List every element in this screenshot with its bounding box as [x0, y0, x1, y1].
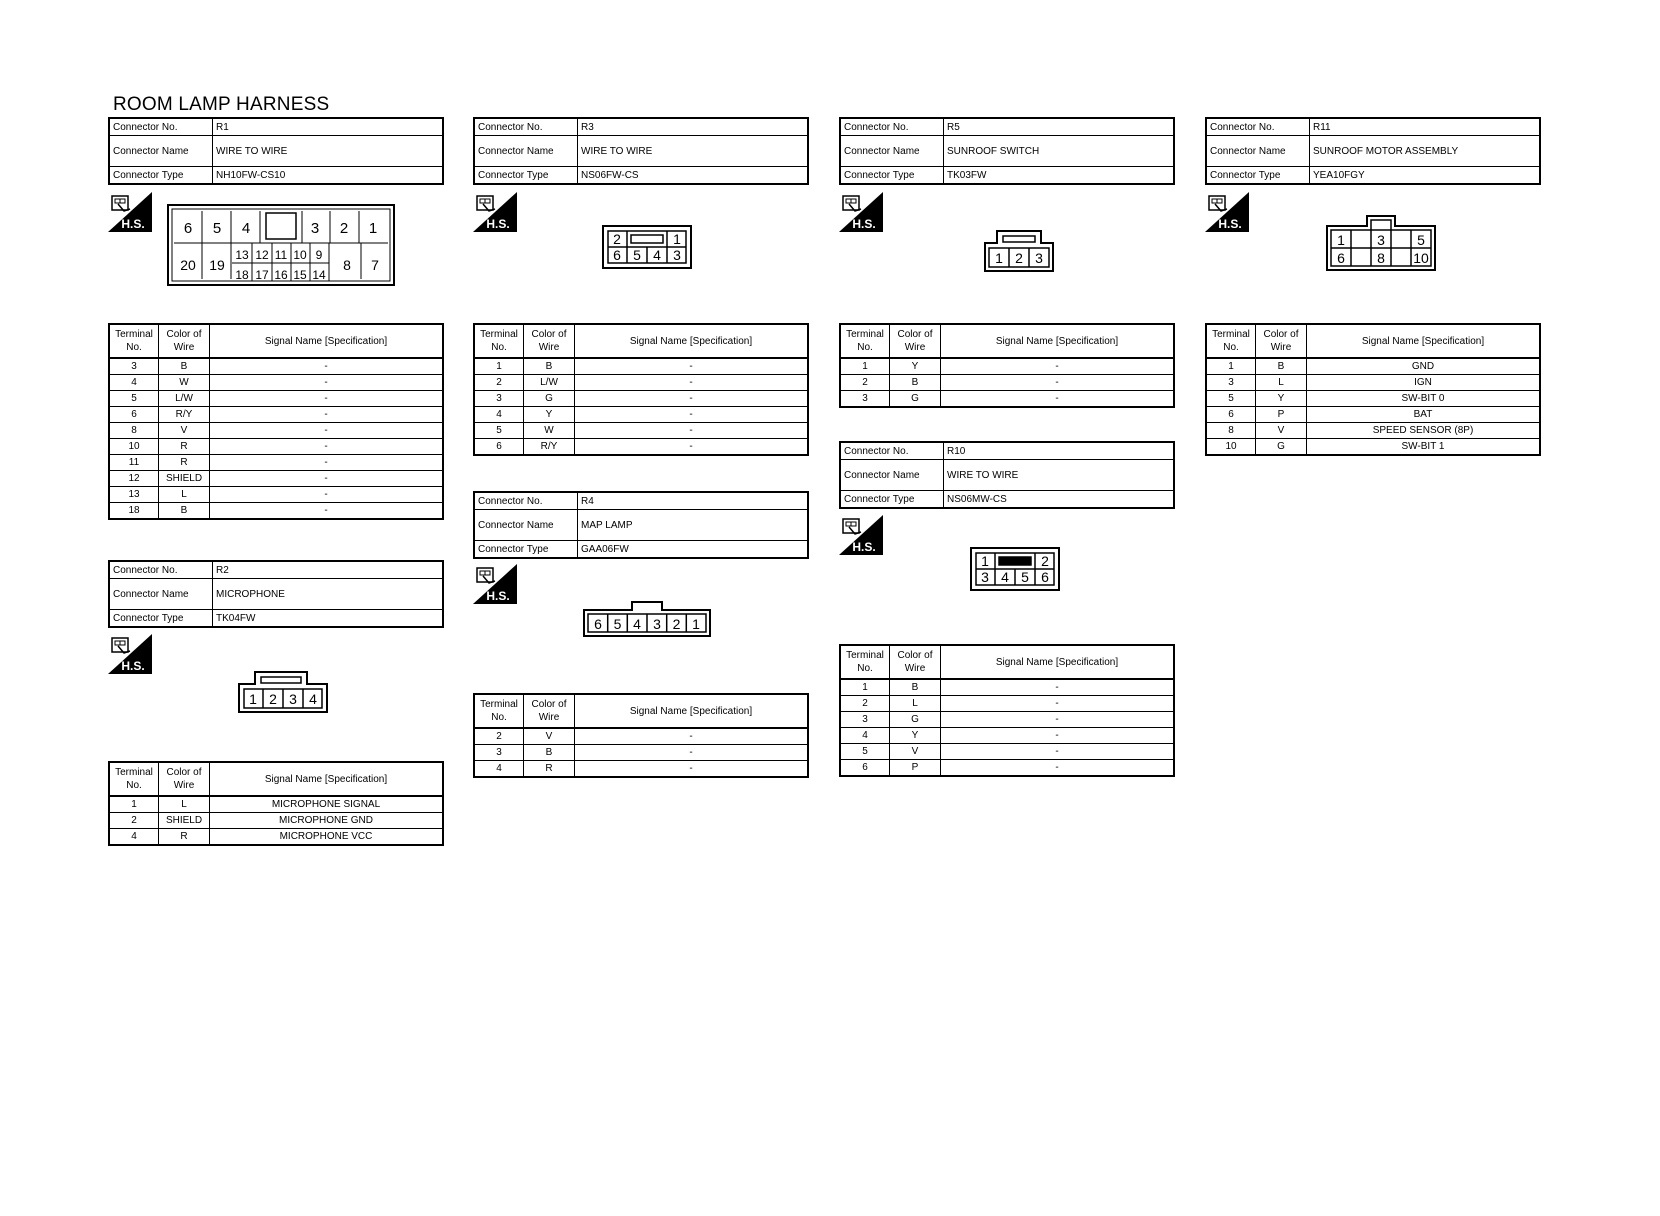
table-row [840, 760, 1174, 777]
pin-label: 12 [255, 248, 269, 262]
terminal-no-header: Terminal No. [474, 324, 524, 358]
terminal-no-cell: 3 [474, 391, 524, 407]
terminal-no-cell: 4 [109, 829, 159, 846]
connector-type-value: GAA06FW [578, 541, 809, 559]
table-row [109, 407, 443, 423]
connector-name-value: WIRE TO WIRE [213, 136, 444, 167]
terminal-no-cell: 1 [1206, 358, 1256, 375]
connector-face-r4 [582, 600, 712, 638]
pin-label: 5 [633, 247, 641, 263]
signal-name-cell: IGN [1307, 375, 1541, 391]
table-row [840, 375, 1174, 391]
signal-name-cell: - [210, 358, 444, 375]
pin-label: 2 [1015, 250, 1023, 266]
pin-label: 4 [241, 220, 251, 237]
pin-label: 1 [249, 691, 257, 707]
connector-name-value: WIRE TO WIRE [578, 136, 809, 167]
table-row [1206, 375, 1540, 391]
table-row [474, 423, 808, 439]
pin-label: 5 [613, 616, 622, 632]
terminal-table-r3 [473, 323, 809, 456]
terminal-no-cell: 1 [840, 679, 890, 696]
pin-label: 15 [293, 268, 307, 282]
wire-color-cell: R [159, 455, 210, 471]
table-row [109, 813, 443, 829]
connector-face-r5 [983, 229, 1055, 273]
connector-header-r3 [473, 117, 809, 185]
terminal-no-cell: 3 [109, 358, 159, 375]
signal-name-cell: SW-BIT 0 [1307, 391, 1541, 407]
table-row [109, 796, 443, 813]
table-row [474, 358, 808, 375]
pin-label: 6 [1041, 569, 1049, 585]
pin-label: 2 [339, 220, 349, 237]
terminal-no-cell: 8 [1206, 423, 1256, 439]
harness-side-icon [473, 564, 517, 604]
signal-name-header: Signal Name [Specification] [575, 324, 809, 358]
connector-no-label: Connector No. [1206, 118, 1310, 136]
pin-label: 14 [312, 268, 326, 282]
connector-no-value: R5 [944, 118, 1175, 136]
terminal-no-cell: 4 [474, 761, 524, 778]
signal-name-cell: - [210, 471, 444, 487]
table-row [109, 471, 443, 487]
terminal-table-r11 [1205, 323, 1541, 456]
terminal-no-cell: 3 [840, 712, 890, 728]
terminal-no-cell: 2 [840, 696, 890, 712]
terminal-no-cell: 2 [474, 728, 524, 745]
pin-label: 3 [673, 247, 681, 263]
pin-label: 3 [653, 616, 661, 632]
color-of-wire-header: Color of Wire [890, 324, 941, 358]
color-of-wire-header: Color of Wire [159, 324, 210, 358]
signal-name-cell: - [210, 375, 444, 391]
pin-label: 4 [633, 616, 641, 632]
table-row [1206, 358, 1540, 375]
signal-name-cell: BAT [1307, 407, 1541, 423]
connector-no-label: Connector No. [109, 118, 213, 136]
wire-color-cell: W [524, 423, 575, 439]
connector-no-value: R11 [1310, 118, 1541, 136]
harness-side-icon [108, 192, 152, 232]
pin-label: 4 [653, 247, 661, 263]
connector-type-label: Connector Type [840, 491, 944, 509]
signal-name-cell: - [210, 455, 444, 471]
signal-name-cell: - [941, 744, 1175, 760]
signal-name-cell: - [941, 375, 1175, 391]
terminal-no-header: Terminal No. [474, 694, 524, 728]
connector-header-r10 [839, 441, 1175, 509]
table-row [840, 728, 1174, 744]
signal-name-cell: - [210, 503, 444, 520]
signal-name-cell: - [575, 407, 809, 423]
table-row [474, 391, 808, 407]
signal-name-cell: SPEED SENSOR (8P) [1307, 423, 1541, 439]
terminal-no-cell: 5 [1206, 391, 1256, 407]
terminal-no-header: Terminal No. [840, 324, 890, 358]
signal-name-header: Signal Name [Specification] [210, 762, 444, 796]
connector-no-label: Connector No. [474, 118, 578, 136]
table-row [1206, 391, 1540, 407]
signal-name-cell: - [575, 423, 809, 439]
color-of-wire-header: Color of Wire [524, 694, 575, 728]
harness-side-icon [1205, 192, 1249, 232]
table-row [840, 712, 1174, 728]
pin-label: 11 [274, 248, 288, 262]
terminal-no-cell: 5 [840, 744, 890, 760]
connector-face-r11 [1325, 214, 1437, 272]
pin-label: 5 [212, 220, 222, 237]
wire-color-cell: R [159, 829, 210, 846]
wire-color-cell: G [890, 391, 941, 408]
harness-side-icon [473, 192, 517, 232]
table-row [109, 439, 443, 455]
wire-color-cell: B [890, 375, 941, 391]
terminal-no-header: Terminal No. [1206, 324, 1256, 358]
table-row [474, 375, 808, 391]
table-row [840, 679, 1174, 696]
wire-color-cell: B [524, 745, 575, 761]
pin-label: 1 [995, 250, 1003, 266]
pin-label: 2 [1041, 553, 1049, 569]
wire-color-cell: V [890, 744, 941, 760]
signal-name-header: Signal Name [Specification] [941, 324, 1175, 358]
terminal-no-cell: 2 [109, 813, 159, 829]
pin-label: 6 [183, 220, 193, 237]
wire-color-cell: W [159, 375, 210, 391]
pin-label: 1 [673, 231, 681, 247]
terminal-no-cell: 3 [1206, 375, 1256, 391]
connector-header-r5 [839, 117, 1175, 185]
terminal-table-r1 [108, 323, 444, 520]
terminal-no-cell: 10 [1206, 439, 1256, 456]
pin-label: 3 [1035, 250, 1043, 266]
table-row [474, 761, 808, 778]
table-row [109, 455, 443, 471]
signal-name-cell: MICROPHONE SIGNAL [210, 796, 444, 813]
terminal-no-cell: 3 [474, 745, 524, 761]
pin-label: 2 [613, 231, 621, 247]
connector-type-value: YEA10FGY [1310, 167, 1541, 185]
terminal-no-cell: 3 [840, 391, 890, 408]
table-row [840, 358, 1174, 375]
pin-label: 10 [1413, 250, 1429, 266]
connector-face-r10 [969, 546, 1061, 592]
table-row [474, 407, 808, 423]
pin-label: 2 [269, 691, 277, 707]
signal-name-cell: - [210, 423, 444, 439]
wire-color-cell: L [159, 487, 210, 503]
pin-label: 1 [981, 553, 989, 569]
terminal-no-cell: 10 [109, 439, 159, 455]
wire-color-cell: B [524, 358, 575, 375]
terminal-no-cell: 12 [109, 471, 159, 487]
terminal-no-cell: 5 [109, 391, 159, 407]
signal-name-header: Signal Name [Specification] [1307, 324, 1541, 358]
signal-name-cell: GND [1307, 358, 1541, 375]
terminal-no-cell: 6 [840, 760, 890, 777]
terminal-table-r4 [473, 693, 809, 778]
connector-name-value: SUNROOF SWITCH [944, 136, 1175, 167]
connector-name-value: WIRE TO WIRE [944, 460, 1175, 491]
table-row [474, 728, 808, 745]
wire-color-cell: G [1256, 439, 1307, 456]
pin-label: 5 [1021, 569, 1029, 585]
signal-name-header: Signal Name [Specification] [575, 694, 809, 728]
pin-label: 1 [368, 220, 378, 237]
connector-name-label: Connector Name [474, 510, 578, 541]
connector-no-label: Connector No. [840, 442, 944, 460]
table-row [474, 745, 808, 761]
terminal-no-cell: 4 [474, 407, 524, 423]
signal-name-header: Signal Name [Specification] [210, 324, 444, 358]
table-row [840, 696, 1174, 712]
harness-side-icon [839, 515, 883, 555]
terminal-no-cell: 18 [109, 503, 159, 520]
harness-side-icon [839, 192, 883, 232]
terminal-no-cell: 11 [109, 455, 159, 471]
wire-color-cell: V [159, 423, 210, 439]
signal-name-cell: - [575, 745, 809, 761]
pin-label: 8 [343, 257, 351, 273]
connector-no-value: R2 [213, 561, 444, 579]
wire-color-cell: L [1256, 375, 1307, 391]
signal-name-cell: - [575, 439, 809, 456]
pin-label: 1 [692, 616, 700, 632]
signal-name-cell: - [575, 761, 809, 778]
pin-label: 13 [235, 248, 249, 262]
connector-header-r1 [108, 117, 444, 185]
table-row [840, 391, 1174, 408]
connector-no-label: Connector No. [109, 561, 213, 579]
wire-color-cell: R [524, 761, 575, 778]
wire-color-cell: R/Y [524, 439, 575, 456]
connector-type-value: TK04FW [213, 610, 444, 628]
connector-name-label: Connector Name [840, 136, 944, 167]
signal-name-cell: - [941, 679, 1175, 696]
connector-type-value: NS06FW-CS [578, 167, 809, 185]
connector-no-value: R1 [213, 118, 444, 136]
wire-color-cell: G [890, 712, 941, 728]
pin-label: 17 [255, 268, 269, 282]
connector-no-value: R4 [578, 492, 809, 510]
terminal-no-header: Terminal No. [840, 645, 890, 679]
connector-type-label: Connector Type [474, 541, 578, 559]
connector-name-label: Connector Name [109, 579, 213, 610]
pin-label: 20 [180, 257, 196, 273]
color-of-wire-header: Color of Wire [890, 645, 941, 679]
connector-name-value: MICROPHONE [213, 579, 444, 610]
terminal-no-cell: 1 [109, 796, 159, 813]
terminal-no-cell: 2 [474, 375, 524, 391]
table-row [840, 744, 1174, 760]
connector-type-label: Connector Type [109, 610, 213, 628]
wire-color-cell: SHIELD [159, 813, 210, 829]
wire-color-cell: L/W [524, 375, 575, 391]
table-row [109, 829, 443, 846]
connector-name-label: Connector Name [840, 460, 944, 491]
color-of-wire-header: Color of Wire [159, 762, 210, 796]
signal-name-cell: - [941, 696, 1175, 712]
table-row [109, 423, 443, 439]
terminal-no-header: Terminal No. [109, 762, 159, 796]
table-row [109, 358, 443, 375]
connector-face-r2 [237, 670, 329, 714]
terminal-no-cell: 2 [840, 375, 890, 391]
page-title: ROOM LAMP HARNESS [113, 94, 330, 115]
signal-name-cell: - [210, 439, 444, 455]
terminal-no-cell: 1 [840, 358, 890, 375]
color-of-wire-header: Color of Wire [1256, 324, 1307, 358]
connector-no-value: R3 [578, 118, 809, 136]
connector-name-value: SUNROOF MOTOR ASSEMBLY [1310, 136, 1541, 167]
wire-color-cell: P [890, 760, 941, 777]
pin-label: 16 [274, 268, 288, 282]
wire-color-cell: B [159, 503, 210, 520]
connector-no-label: Connector No. [840, 118, 944, 136]
wire-color-cell: SHIELD [159, 471, 210, 487]
terminal-no-cell: 8 [109, 423, 159, 439]
terminal-no-cell: 5 [474, 423, 524, 439]
connector-header-r2 [108, 560, 444, 628]
signal-name-cell: - [941, 391, 1175, 408]
pin-label: 6 [594, 616, 602, 632]
wire-color-cell: G [524, 391, 575, 407]
pin-label: 6 [613, 247, 621, 263]
signal-name-cell: - [941, 728, 1175, 744]
signal-name-cell: - [575, 391, 809, 407]
signal-name-cell: MICROPHONE VCC [210, 829, 444, 846]
connector-header-r4 [473, 491, 809, 559]
signal-name-cell: - [941, 712, 1175, 728]
pin-label: 10 [293, 248, 307, 262]
pin-label: 1 [1337, 232, 1345, 248]
wire-color-cell: B [890, 679, 941, 696]
wire-color-cell: Y [890, 728, 941, 744]
table-row [474, 439, 808, 456]
pin-label: 3 [289, 691, 297, 707]
connector-name-value: MAP LAMP [578, 510, 809, 541]
pin-label: 18 [235, 268, 249, 282]
signal-name-cell: SW-BIT 1 [1307, 439, 1541, 456]
connector-no-label: Connector No. [474, 492, 578, 510]
wire-color-cell: Y [524, 407, 575, 423]
table-row [109, 503, 443, 520]
wire-color-cell: R [159, 439, 210, 455]
terminal-no-cell: 6 [109, 407, 159, 423]
signal-name-cell: - [575, 728, 809, 745]
table-row [1206, 423, 1540, 439]
connector-header-r11 [1205, 117, 1541, 185]
wire-color-cell: B [1256, 358, 1307, 375]
signal-name-cell: - [575, 358, 809, 375]
wire-color-cell: L [159, 796, 210, 813]
pin-label: 3 [981, 569, 989, 585]
signal-name-cell: - [210, 407, 444, 423]
signal-name-cell: - [941, 358, 1175, 375]
signal-name-cell: MICROPHONE GND [210, 813, 444, 829]
wire-color-cell: Y [1256, 391, 1307, 407]
table-row [1206, 407, 1540, 423]
signal-name-cell: - [210, 391, 444, 407]
terminal-table-r5 [839, 323, 1175, 408]
pin-label: 9 [315, 248, 323, 262]
terminal-table-r2 [108, 761, 444, 846]
table-row [1206, 439, 1540, 456]
signal-name-header: Signal Name [Specification] [941, 645, 1175, 679]
terminal-no-cell: 4 [840, 728, 890, 744]
color-of-wire-header: Color of Wire [524, 324, 575, 358]
connector-type-label: Connector Type [474, 167, 578, 185]
connector-name-label: Connector Name [109, 136, 213, 167]
terminal-no-cell: 6 [474, 439, 524, 456]
connector-type-value: NS06MW-CS [944, 491, 1175, 509]
connector-type-value: NH10FW-CS10 [213, 167, 444, 185]
connector-type-label: Connector Type [109, 167, 213, 185]
wire-color-cell: R/Y [159, 407, 210, 423]
connector-name-label: Connector Name [1206, 136, 1310, 167]
connector-type-value: TK03FW [944, 167, 1175, 185]
connector-type-label: Connector Type [840, 167, 944, 185]
wire-color-cell: V [1256, 423, 1307, 439]
wire-color-cell: L [890, 696, 941, 712]
pin-label: 5 [1417, 232, 1425, 248]
connector-face-r3 [601, 224, 693, 270]
pin-label: 3 [1377, 232, 1385, 248]
pin-label: 6 [1337, 250, 1345, 266]
terminal-no-cell: 4 [109, 375, 159, 391]
wire-color-cell: P [1256, 407, 1307, 423]
connector-type-label: Connector Type [1206, 167, 1310, 185]
terminal-no-cell: 13 [109, 487, 159, 503]
signal-name-cell: - [941, 760, 1175, 777]
pin-label: 4 [1001, 569, 1009, 585]
table-row [109, 391, 443, 407]
pin-label: 19 [209, 257, 225, 273]
terminal-no-cell: 1 [474, 358, 524, 375]
terminal-table-r10 [839, 644, 1175, 777]
wire-color-cell: L/W [159, 391, 210, 407]
signal-name-cell: - [210, 487, 444, 503]
pin-label: 8 [1377, 250, 1385, 266]
wire-color-cell: B [159, 358, 210, 375]
connector-no-value: R10 [944, 442, 1175, 460]
pin-label: 4 [309, 691, 317, 707]
signal-name-cell: - [575, 375, 809, 391]
pin-label: 7 [371, 257, 379, 273]
terminal-no-cell: 6 [1206, 407, 1256, 423]
table-row [109, 375, 443, 391]
pin-label: 3 [310, 220, 320, 237]
wire-color-cell: V [524, 728, 575, 745]
connector-name-label: Connector Name [474, 136, 578, 167]
connector-face-r1 [166, 203, 396, 287]
wire-color-cell: Y [890, 358, 941, 375]
pin-label: 2 [672, 616, 681, 632]
terminal-no-header: Terminal No. [109, 324, 159, 358]
table-row [109, 487, 443, 503]
harness-side-icon [108, 634, 152, 674]
